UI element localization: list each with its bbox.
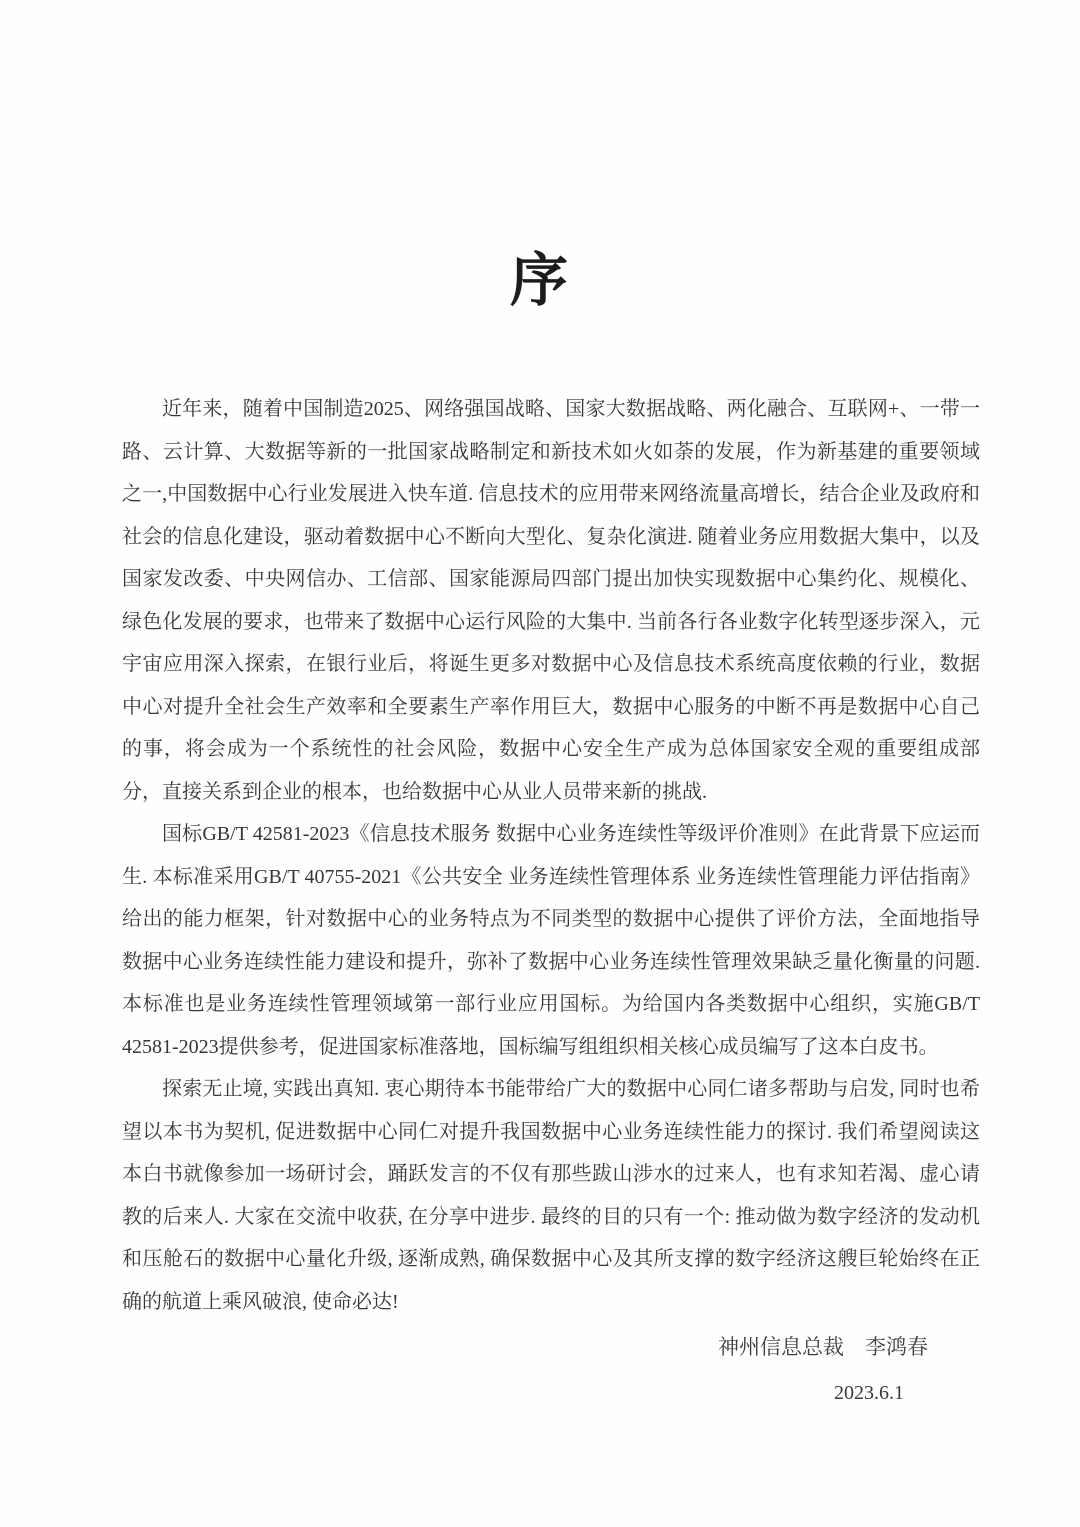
preface-paragraph-1: 近年来，随着中国制造2025、网络强国战略、国家大数据战略、两化融合、互联网+、一带一路、云计算、大数据等新的一批国家战略制定和新技术如火如荼的发展，作为新基建的重要领域之一,中国数据中心行业发展进入快车道. 信息技术的应用带来网络流量高增长，结合企业及政府和社会的信息化建设，驱动着数据中心不断向大型化、复杂化演进. 随着业务应用数据大集中，以及国家发改委、中央网信办、工信部、国家能源局四部门提出加快实现数据中心集约化、规模化、绿色化发展的要求，也带来了数据中心运行风险的大集中. 当前各行各业数字化转型逐步深入，元宇宙应用深入探索，在银行业后，将诞生更多对数据中心及信息技术系统高度依赖的行业，数据中心对提升全社会生产效率和全要素生产率作用巨大，数据中心服务的中断不再是数据中心自己的事，将会成为一个系统性的社会风险，数据中心安全生产成为总体国家安全观的重要组成部分，直接关系到企业的根本，也给数据中心从业人员带来新的挑战.: [122, 398, 980, 803]
signature-line: 神州信息总裁 李鸿春: [718, 1335, 928, 1359]
preface-paragraph-2: 国标GB/T 42581-2023《信息技术服务 数据中心业务连续性等级评价准则》在此背景下应运而生. 本标准采用GB/T 40755-2021《公共安全 业务连续性管理体系 业务连续性管理能力评估指南》给出的能力框架，针对数据中心的业务特点为不同类型的数据中心提供了评价方法，全面地指导数据中心业务连续性能力建设和提升，弥补了数据中心业务连续性管理效果缺乏量化衡量的问题. 本标准也是业务连续性管理领域第一部行业应用国标。为给国内各类数据中心组织，实施GB/T 42581-2023提供参考，促进国家标准落地，国标编写组组织相关核心成员编写了这本白皮书。: [122, 823, 980, 1058]
preface-body: [122, 388, 980, 1323]
preface-paragraph-3: 探索无止境, 实践出真知. 衷心期待本书能带给广大的数据中心同仁诸多帮助与启发, 同时也希望以本书为契机, 促进数据中心同仁对提升我国数据中心业务连续性能力的探讨. 我们希望阅读这本白书就像参加一场研讨会，踊跃发言的不仅有那些跋山涉水的过来人，也有求知若渴、虚心请教的后来人. 大家在交流中收获, 在分享中进步. 最终的目的只有一个: 推动做为数字经济的发动机和压舱石的数据中心量化升级, 逐渐成熟, 确保数据中心及其所支撑的数字经济这艘巨轮始终在正确的航道上乘风破浪, 使命必达!: [122, 1078, 980, 1313]
page-title: 序: [509, 248, 570, 313]
date-line: 2023.6.1: [834, 1382, 904, 1404]
